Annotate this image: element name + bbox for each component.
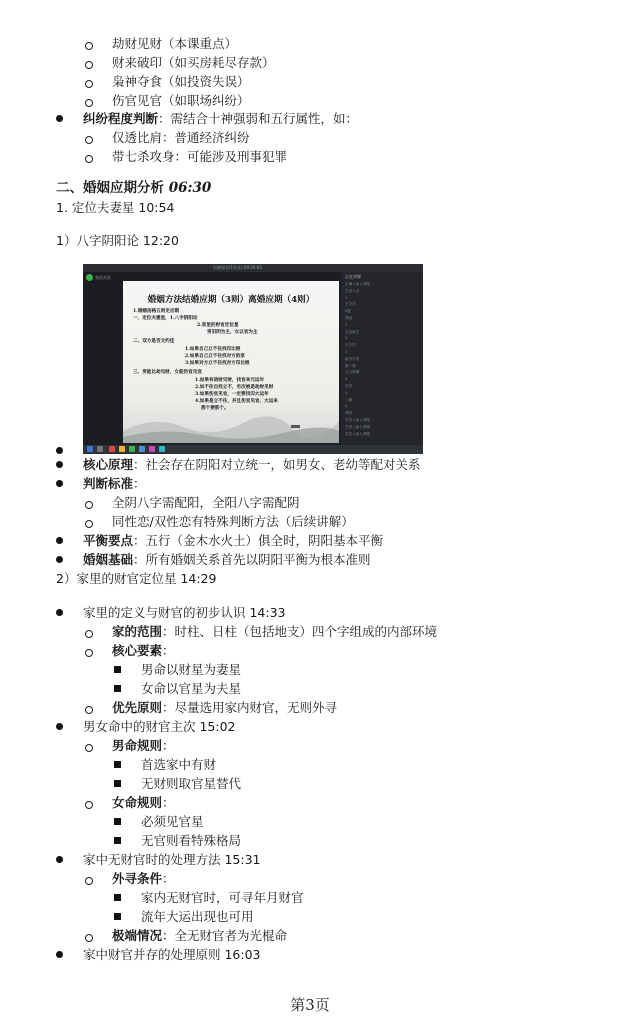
square-bullet-icon <box>114 666 121 673</box>
item-label: 女命规则 <box>112 795 163 810</box>
subheading: 2）家里的财官定位星 14:29 <box>56 571 217 586</box>
slide-line: 2.如不住自找立不，另次被是劫财见财 <box>195 385 274 390</box>
browser-icon <box>139 446 145 452</box>
circle-bullet-icon <box>85 80 93 88</box>
panel-row: 1 <box>345 336 348 341</box>
panel-row: 0级 <box>345 309 351 314</box>
bullet-icon <box>56 723 63 730</box>
panel-row: 正确 | 参入课程 <box>345 282 371 286</box>
severity-label: 纠纷程度判断 <box>83 111 159 126</box>
slide-line: 3.如果伤官见官，一定要找印大运年 <box>195 392 269 397</box>
bullet-label: 判断标准 <box>83 476 134 491</box>
square-bullet-icon <box>114 780 121 787</box>
topic-line: 家里的定义与财官的初步认识 14:33 <box>83 605 286 620</box>
list-item: 伤官见官（如职场纠纷） <box>112 93 250 108</box>
slide-line: 二、双方是否文约佳 <box>133 339 175 344</box>
list-item: 无官则看特殊格局 <box>141 833 242 848</box>
panel-row: 五五网课 <box>345 370 360 375</box>
slide-line: 2.家里的财官定位星 <box>197 323 239 328</box>
app-icon <box>129 446 135 452</box>
panel-row: 1 <box>345 322 348 327</box>
panel-row: 二级 <box>345 397 353 402</box>
slide-line: 1.如果自己立不住找印比根 <box>185 347 241 352</box>
severity-line <box>83 110 358 128</box>
slide-line: 1.如果有劫财见财，找官来元运年 <box>195 378 265 383</box>
app-icon <box>109 446 115 452</box>
square-bullet-icon <box>114 837 121 844</box>
extreme-line <box>112 927 287 945</box>
slide-line: 三、男能比劫见财，女能伤官见官 <box>133 370 202 375</box>
host-name: 张信凡好 <box>95 275 111 280</box>
list-item: 劫财见财（本课重点） <box>112 36 238 51</box>
slide-line: 男旧阴为主，女以官为主 <box>207 330 258 335</box>
circle-bullet-icon <box>85 706 93 714</box>
item-label: 男命规则 <box>112 738 163 753</box>
list-item: 家内无财官时，可寻年月财官 <box>141 890 304 905</box>
circle-bullet-icon <box>85 649 93 657</box>
app-icon <box>149 446 155 452</box>
square-bullet-icon <box>114 761 121 768</box>
section-heading <box>56 179 211 197</box>
panel-row: 王宇学 <box>345 343 356 348</box>
bullet-icon <box>56 480 63 487</box>
circle-bullet-icon <box>85 877 93 885</box>
item-label: 极端情况 <box>112 928 163 943</box>
list-item: 必须见官星 <box>141 814 204 829</box>
section-title: 二、婚姻应期分析 <box>56 180 164 196</box>
bullet-icon <box>56 447 63 454</box>
topic-line: 家中财官并存的处理原则 16:03 <box>83 947 261 962</box>
start-icon <box>87 446 93 452</box>
list-item: 全阴八字需配阳，全阳八字需配阴 <box>112 495 300 510</box>
square-bullet-icon <box>114 818 121 825</box>
topic-line: 家中无财官时的处理方法 15:31 <box>83 852 261 867</box>
panel-row: 第一课 <box>345 363 356 368</box>
panel-row: 1 <box>345 390 348 395</box>
item-text: ： <box>162 643 175 658</box>
slide-line: 1.婚姻信格五则定应期 <box>133 309 180 314</box>
bullet-label: 婚姻基础 <box>83 552 134 567</box>
section-time: 06:30 <box>168 180 212 196</box>
circle-bullet-icon <box>85 61 93 69</box>
bullet-icon <box>56 461 63 468</box>
bullet-text: ：社会存在阴阳对立统一，如男女、老幼等配对关系 <box>133 457 421 472</box>
item-label: 家的范围 <box>112 624 163 639</box>
lecture-screenshot <box>83 264 423 454</box>
bullet-icon <box>56 609 63 616</box>
bullet-label: 平衡要点 <box>83 533 134 548</box>
slide-line: 一、定位夫妻星，1.八字阴阳论 <box>133 316 198 321</box>
list-item: 首选家中有财 <box>141 757 217 772</box>
external-line <box>112 870 175 888</box>
circle-bullet-icon <box>85 155 93 163</box>
app-icon <box>159 446 165 452</box>
search-icon <box>97 446 103 452</box>
scope-line <box>112 623 437 641</box>
balance-line <box>83 532 383 550</box>
list-item: 男命以财星为妻星 <box>141 662 242 677</box>
square-bullet-icon <box>114 685 121 692</box>
panel-row: 1 <box>345 377 348 382</box>
circle-bullet-icon <box>85 934 93 942</box>
list-item: 枭神夺食（如投资失误） <box>112 74 250 89</box>
core-line <box>112 642 175 660</box>
list-item: 女命以官星为夫星 <box>141 681 242 696</box>
panel-row: 1 <box>345 295 348 300</box>
landscape-image <box>123 401 339 443</box>
circle-bullet-icon <box>85 136 93 144</box>
panel-row: 王宇学 <box>345 302 356 307</box>
slide-line: 4.如果是立不住，并且伤官见官，大运来 <box>195 399 278 404</box>
panel-row: 学员 | 参入课程 <box>345 418 371 422</box>
slide-title: 婚姻方法结婚应期（3则）离婚应期（4则） <box>147 295 315 305</box>
circle-bullet-icon <box>85 99 93 107</box>
panel-row: 课程 <box>345 411 353 416</box>
priority-line <box>112 699 337 717</box>
item-label: 外寻条件 <box>112 871 163 886</box>
topic-line: 男女命中的财官主次 15:02 <box>83 719 236 734</box>
female-rule-line <box>112 794 175 812</box>
item-text: ： <box>162 795 175 810</box>
bullet-icon <box>56 537 63 544</box>
male-rule-line <box>112 737 175 755</box>
panel-row: 0 <box>345 404 348 409</box>
slide-line: 2.如果自己立不住找对方的家 <box>185 354 245 359</box>
item-text: ：尽量选用家内财官，无则外寻 <box>162 700 338 715</box>
bullet-text: ：五行（金木水火土）俱全时，阴阳基本平衡 <box>133 533 384 548</box>
circle-bullet-icon <box>85 801 93 809</box>
list-item: 仅透比肩：普通经济纠纷 <box>112 130 250 145</box>
panel-row: 五运新生 <box>345 329 360 334</box>
list-item: 财来破印（如买房耗尽存款） <box>112 55 275 70</box>
list-item: 流年大运出现也可用 <box>141 909 254 924</box>
lecture-slide <box>123 281 339 443</box>
item-label: 核心要素 <box>112 643 163 658</box>
panel-row: 学员 | 参入课程 <box>345 424 371 429</box>
subheading: 1）八字阴阳论 12:20 <box>56 233 179 248</box>
square-bullet-icon <box>114 894 121 901</box>
bullet-icon <box>56 115 63 122</box>
circle-bullet-icon <box>85 744 93 752</box>
page-number: 第3页 <box>290 996 330 1014</box>
list-item: 带七杀攻身：可能涉及刑事犯罪 <box>112 149 288 164</box>
circle-bullet-icon <box>85 42 93 50</box>
panel-row: 课表 <box>345 316 353 320</box>
bullet-icon <box>56 556 63 563</box>
panel-row: 新学学员 <box>345 356 360 361</box>
subheading: 1. 定位夫妻星 10:54 <box>56 200 175 215</box>
bullet-icon <box>56 951 63 958</box>
list-item: 无财则取官星替代 <box>141 776 242 791</box>
panel-row: 学员 <box>345 384 353 388</box>
bullet-text: ：所有婚姻关系首先以阴阳平衡为根本准则 <box>133 552 371 567</box>
severity-text: ：需结合十神强弱和五行属性，如： <box>158 111 359 126</box>
bullet-label: 核心原理 <box>83 457 134 472</box>
criteria-line <box>83 475 146 493</box>
item-text: ：时柱、日柱（包括地支）四个字组成的内部环境 <box>162 624 438 639</box>
principle-line <box>83 456 421 474</box>
square-bullet-icon <box>114 913 121 920</box>
window-title: 回溯保存(1作业) 00:00:00 <box>213 265 262 270</box>
circle-bullet-icon <box>85 520 93 528</box>
bullet-icon <box>56 856 63 863</box>
panel-row: 主讲八字 <box>345 288 360 293</box>
panel-row: 学员 | 参入课程 <box>345 431 371 436</box>
item-label: 优先原则 <box>112 700 163 715</box>
item-text: ： <box>162 871 175 886</box>
list-item: 同性恋/双性恋有特殊判断方法（后续讲解） <box>112 514 354 529</box>
host-avatar <box>86 274 93 281</box>
folder-icon <box>119 446 125 452</box>
panel-row: 1 <box>345 350 348 354</box>
slide-line: 那个要那个。 <box>201 406 229 411</box>
circle-bullet-icon <box>85 630 93 638</box>
slide-line: 3.如果对方立不住找对方印比根 <box>185 361 250 366</box>
bullet-text: ： <box>133 476 146 491</box>
panel-heading: 正在讲课 <box>345 274 361 279</box>
item-text: ： <box>162 738 175 753</box>
marriage-basis-line <box>83 551 371 569</box>
item-text: ：全无财官者为光棍命 <box>162 928 288 943</box>
circle-bullet-icon <box>85 501 93 509</box>
